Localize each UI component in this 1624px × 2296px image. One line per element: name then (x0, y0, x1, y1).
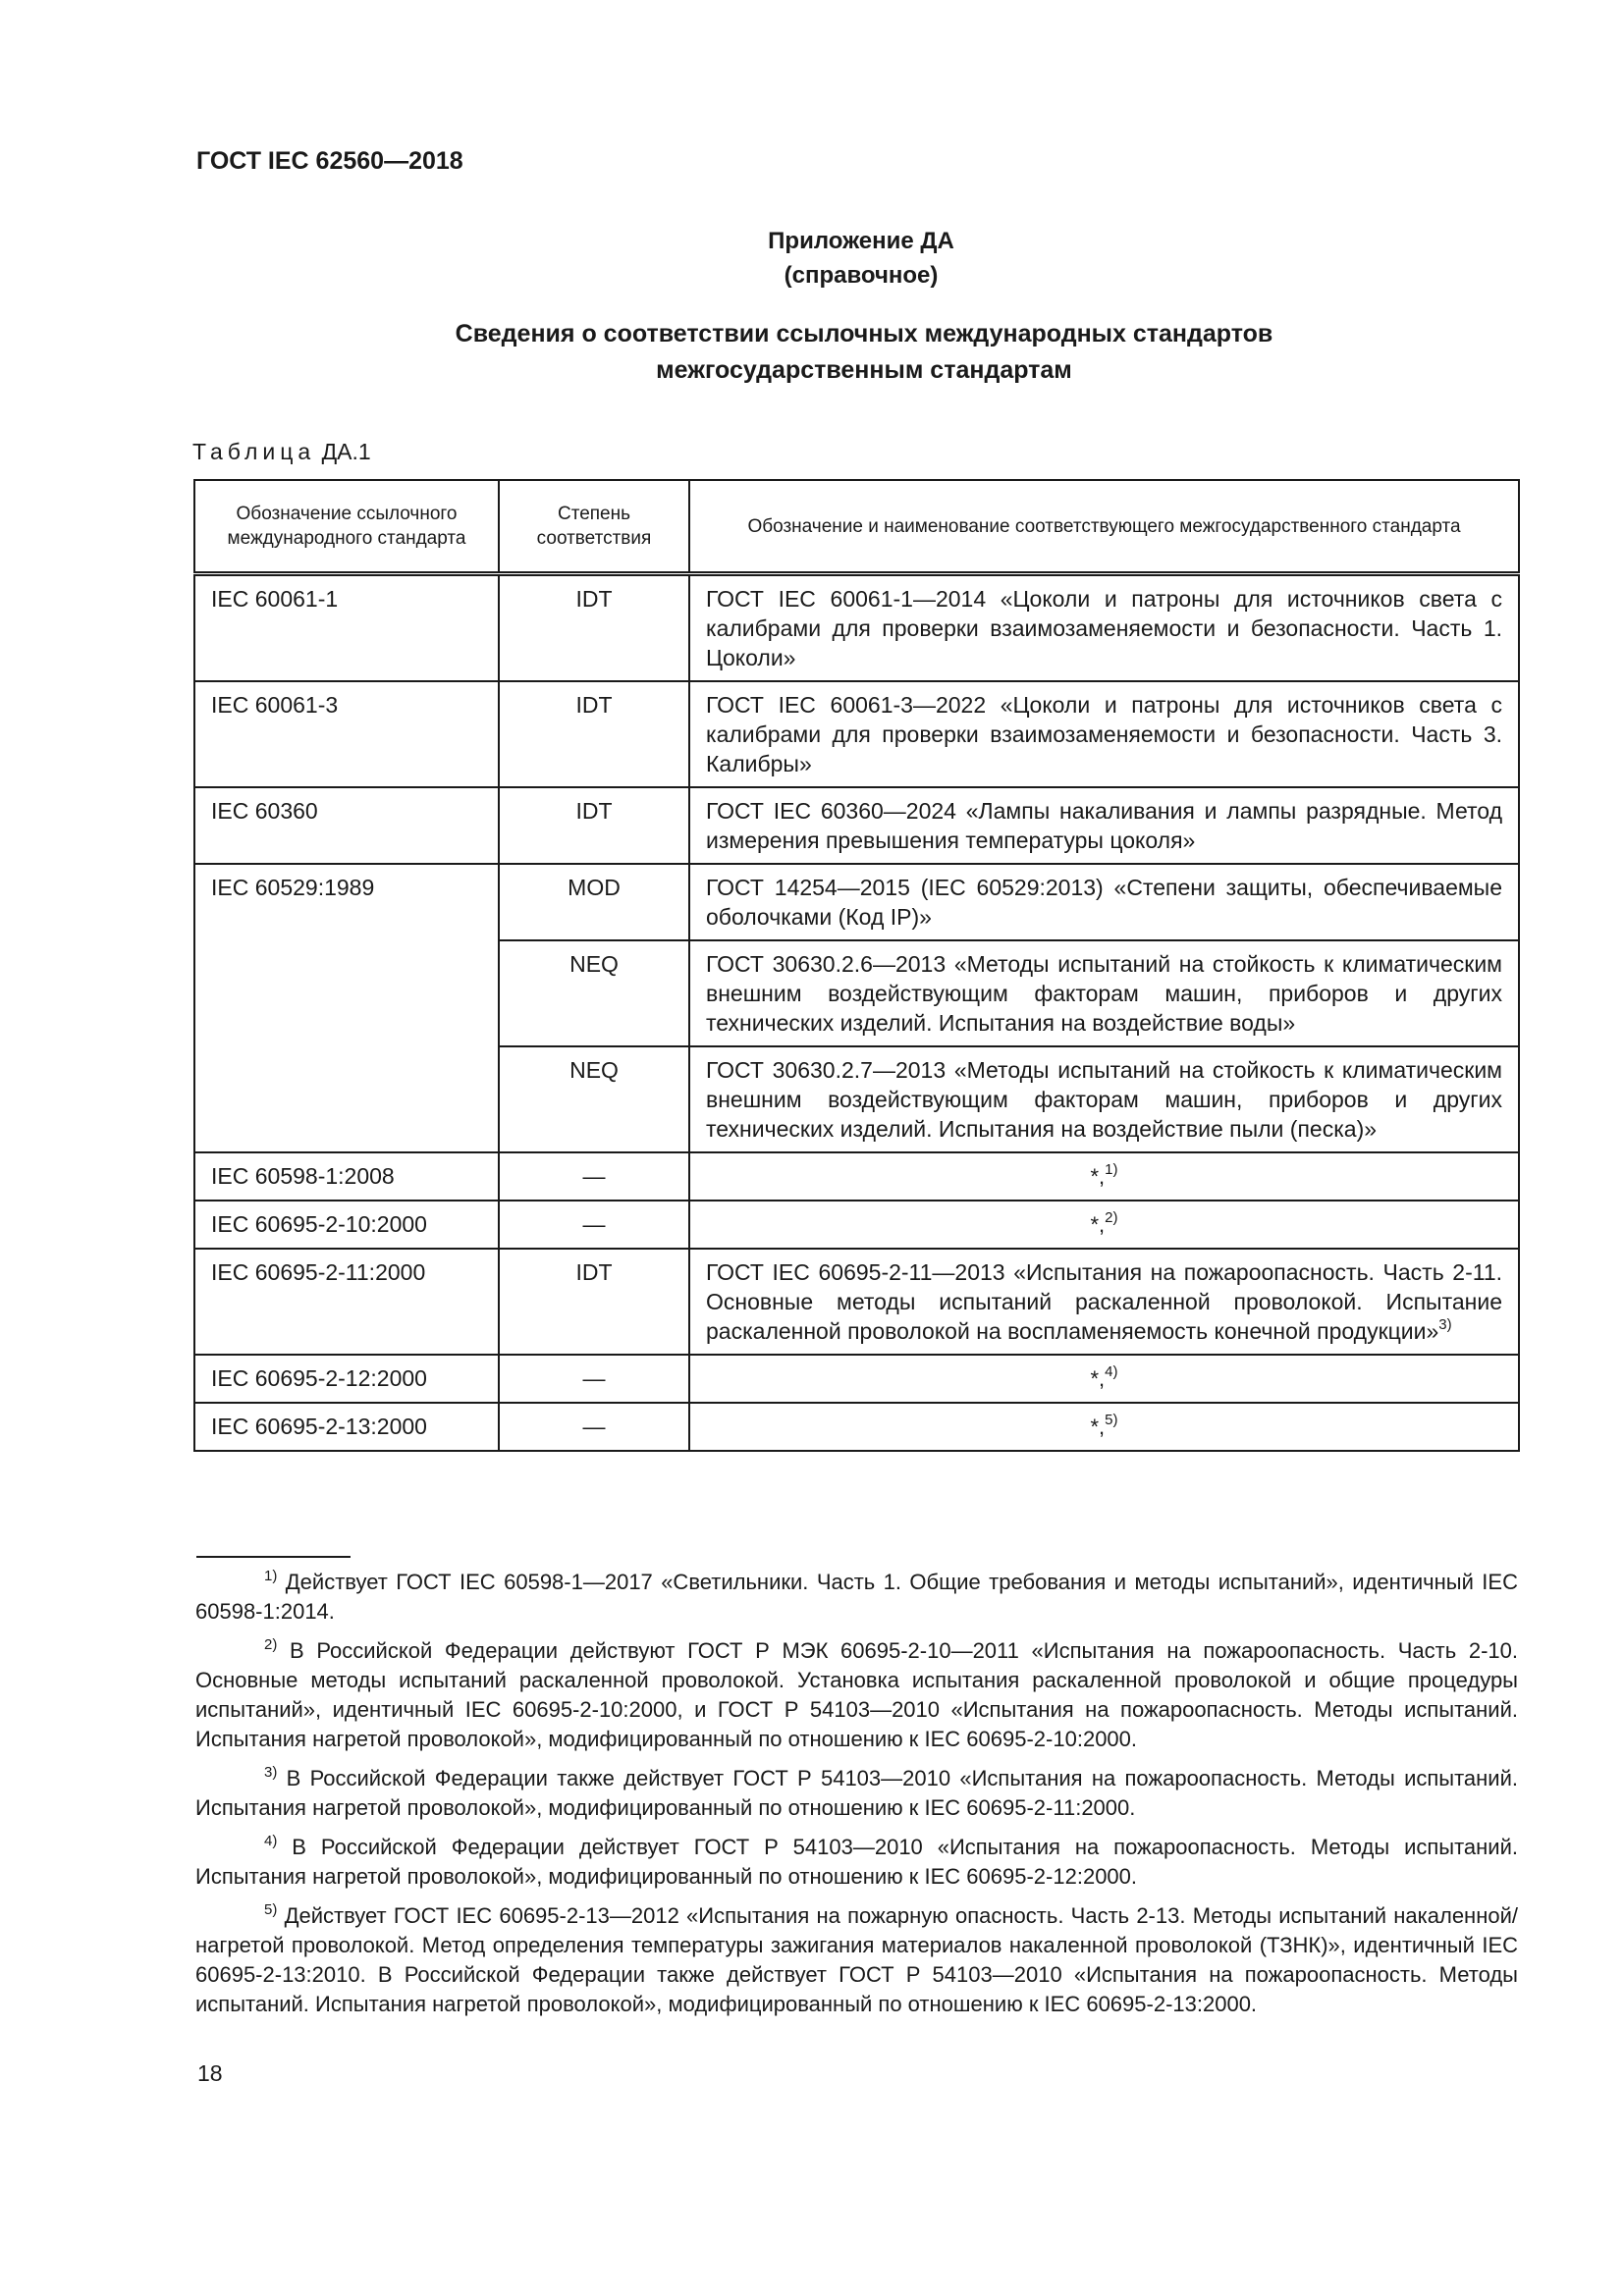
table-row (194, 864, 1519, 940)
header-degree: Степень соответствия (499, 480, 689, 574)
header-interstate-standard: Обозначение и наименование соответствующего межгосударственного стандарта (689, 480, 1519, 574)
document-code: ГОСТ IEC 62560—2018 (196, 147, 463, 175)
interstate-standard-cell: ГОСТ 30630.2.7—2013 «Методы испытаний на стойкость к климатическим внешним воздействующим факторам машин, приборов и других технических изделий. Испытания на воздействие пыли (песка)» (689, 1046, 1519, 1152)
annex-type: (справочное) (784, 262, 939, 289)
reference-standard-cell: IEC 60360 (194, 787, 499, 864)
page-number: 18 (197, 2060, 223, 2086)
section-title-line-1: Сведения о соответствии ссылочных международных стандартов (455, 320, 1273, 347)
reference-standard-cell: IEC 60695-2-10:2000 (194, 1201, 499, 1249)
interstate-standard-cell: ГОСТ IEC 60061-1—2014 «Цоколи и патроны для источников света с калибрами для проверки взаимозаменяемости и безопасности. Часть 1. Цоколи» (689, 574, 1519, 682)
section-title (295, 316, 1434, 389)
degree-cell: — (499, 1355, 689, 1403)
degree-cell: IDT (499, 787, 689, 864)
annex-heading (0, 224, 1624, 293)
no-standard-mark: *, (1090, 1366, 1106, 1391)
degree-cell: — (499, 1152, 689, 1201)
footnote-mark: 2) (264, 1636, 278, 1653)
footnote-ref[interactable]: 3) (1438, 1316, 1452, 1333)
table-row (194, 787, 1519, 864)
table-row (194, 1403, 1519, 1451)
footnote (195, 1568, 1518, 1627)
footnote (195, 1764, 1518, 1823)
footnote-ref[interactable]: 2) (1105, 1209, 1118, 1226)
degree-cell: NEQ (499, 1046, 689, 1152)
interstate-standard-cell (689, 1403, 1519, 1451)
footnote-ref[interactable]: 1) (1105, 1161, 1118, 1178)
footnote-text: Действует ГОСТ IEC 60695-2-13—2012 «Испытания на пожарную опасность. Часть 2-13. Методы испытаний накаленной/нагретой проволокой. Метод определения температуры зажигания материалов накаленной проволокой (ТЗНК)», идентичный IEC 60695-2-13:2010. В Российской Федерации также действует ГОСТ Р 54103—2010 «Испытания на пожароопасность. Методы испытаний. Испытания нагретой проволокой», модифицированный по отношению к IEC 60695-2-13:2000. (195, 1903, 1518, 2016)
footnote-text: Действует ГОСТ IEC 60598-1—2017 «Светильники. Часть 1. Общие требования и методы испытаний», идентичный IEC 60598-1:2014. (195, 1570, 1518, 1624)
footnote-mark: 4) (264, 1833, 278, 1849)
interstate-standard-cell (689, 1249, 1519, 1355)
interstate-standard-cell: ГОСТ IEC 60360—2024 «Лампы накаливания и лампы разрядные. Метод измерения превышения температуры цоколя» (689, 787, 1519, 864)
footnotes (195, 1568, 1518, 2029)
annex-title: Приложение ДА (768, 228, 954, 254)
degree-cell: — (499, 1201, 689, 1249)
table-row (194, 681, 1519, 787)
section-title-line-2: межгосударственным стандартам (656, 356, 1072, 384)
footnote (195, 1833, 1518, 1892)
degree-cell: — (499, 1403, 689, 1451)
no-standard-mark: *, (1090, 1415, 1106, 1439)
footnote-separator (196, 1556, 351, 1558)
table-caption-number: ДА.1 (321, 439, 371, 464)
interstate-standard-cell: ГОСТ 30630.2.6—2013 «Методы испытаний на стойкость к климатическим внешним воздействующим факторам машин, приборов и других технических изделий. Испытания на воздействие воды» (689, 940, 1519, 1046)
degree-cell: MOD (499, 864, 689, 940)
footnote-text: В Российской Федерации также действует ГОСТ Р 54103—2010 «Испытания на пожароопасность. Методы испытаний. Испытания нагретой проволокой», модифицированный по отношению к IEC 60695-2-11:2000. (195, 1766, 1518, 1820)
interstate-standard-cell: ГОСТ 14254—2015 (IEC 60529:2013) «Степени защиты, обеспечиваемые оболочками (Код IP)» (689, 864, 1519, 940)
table-header-row (194, 480, 1519, 574)
table-caption (192, 439, 371, 465)
degree-cell: NEQ (499, 940, 689, 1046)
interstate-standard-text: ГОСТ IEC 60695-2-11—2013 «Испытания на пожароопасность. Часть 2-11. Основные методы испытаний раскаленной проволокой. Испытание раскаленной проволокой на воспламеняемость конечной продукции» (706, 1259, 1502, 1344)
reference-standard-cell: IEC 60061-1 (194, 574, 499, 682)
table-row (194, 574, 1519, 682)
reference-standard-cell: IEC 60695-2-13:2000 (194, 1403, 499, 1451)
interstate-standard-cell (689, 1355, 1519, 1403)
degree-cell: IDT (499, 681, 689, 787)
reference-standard-cell: IEC 60061-3 (194, 681, 499, 787)
footnote-text: В Российской Федерации действуют ГОСТ Р МЭК 60695-2-10—2011 «Испытания на пожароопасность. Часть 2-10. Основные методы испытаний раскаленной проволокой. Установка испытания раскаленной проволокой и общие процедуры испытаний», идентичный IEC 60695-2-10:2000, и ГОСТ Р 54103—2010 «Испытания на пожароопасность. Методы испытаний. Испытания нагретой проволокой», модифицированный по отношению к IEC 60695-2-10:2000. (195, 1638, 1518, 1751)
no-standard-mark: *, (1090, 1212, 1106, 1237)
no-standard-mark: *, (1090, 1164, 1106, 1189)
correspondence-table (193, 479, 1520, 1452)
reference-standard-cell: IEC 60598-1:2008 (194, 1152, 499, 1201)
table-row (194, 1355, 1519, 1403)
degree-cell: IDT (499, 1249, 689, 1355)
table-row (194, 1249, 1519, 1355)
reference-standard-cell: IEC 60695-2-12:2000 (194, 1355, 499, 1403)
degree-cell: IDT (499, 574, 689, 682)
footnote-mark: 1) (264, 1568, 278, 1584)
interstate-standard-cell (689, 1152, 1519, 1201)
reference-standard-cell: IEC 60529:1989 (194, 864, 499, 1152)
footnote-text: В Российской Федерации действует ГОСТ Р 54103—2010 «Испытания на пожароопасность. Методы испытаний. Испытания нагретой проволокой», модифицированный по отношению к IEC 60695-2-12:2000. (195, 1835, 1518, 1889)
table-row (194, 1152, 1519, 1201)
footnote-mark: 3) (264, 1764, 278, 1781)
interstate-standard-cell (689, 1201, 1519, 1249)
footnote-mark: 5) (264, 1901, 278, 1918)
footnote (195, 1636, 1518, 1754)
reference-standard-cell: IEC 60695-2-11:2000 (194, 1249, 499, 1355)
header-reference-standard: Обозначение ссылочного международного стандарта (194, 480, 499, 574)
table-caption-word: Таблица (192, 439, 316, 464)
footnote-ref[interactable]: 5) (1105, 1412, 1118, 1428)
footnote-ref[interactable]: 4) (1105, 1363, 1118, 1380)
footnote (195, 1901, 1518, 2019)
table-row (194, 1201, 1519, 1249)
interstate-standard-cell: ГОСТ IEC 60061-3—2022 «Цоколи и патроны для источников света с калибрами для проверки взаимозаменяемости и безопасности. Часть 3. Калибры» (689, 681, 1519, 787)
